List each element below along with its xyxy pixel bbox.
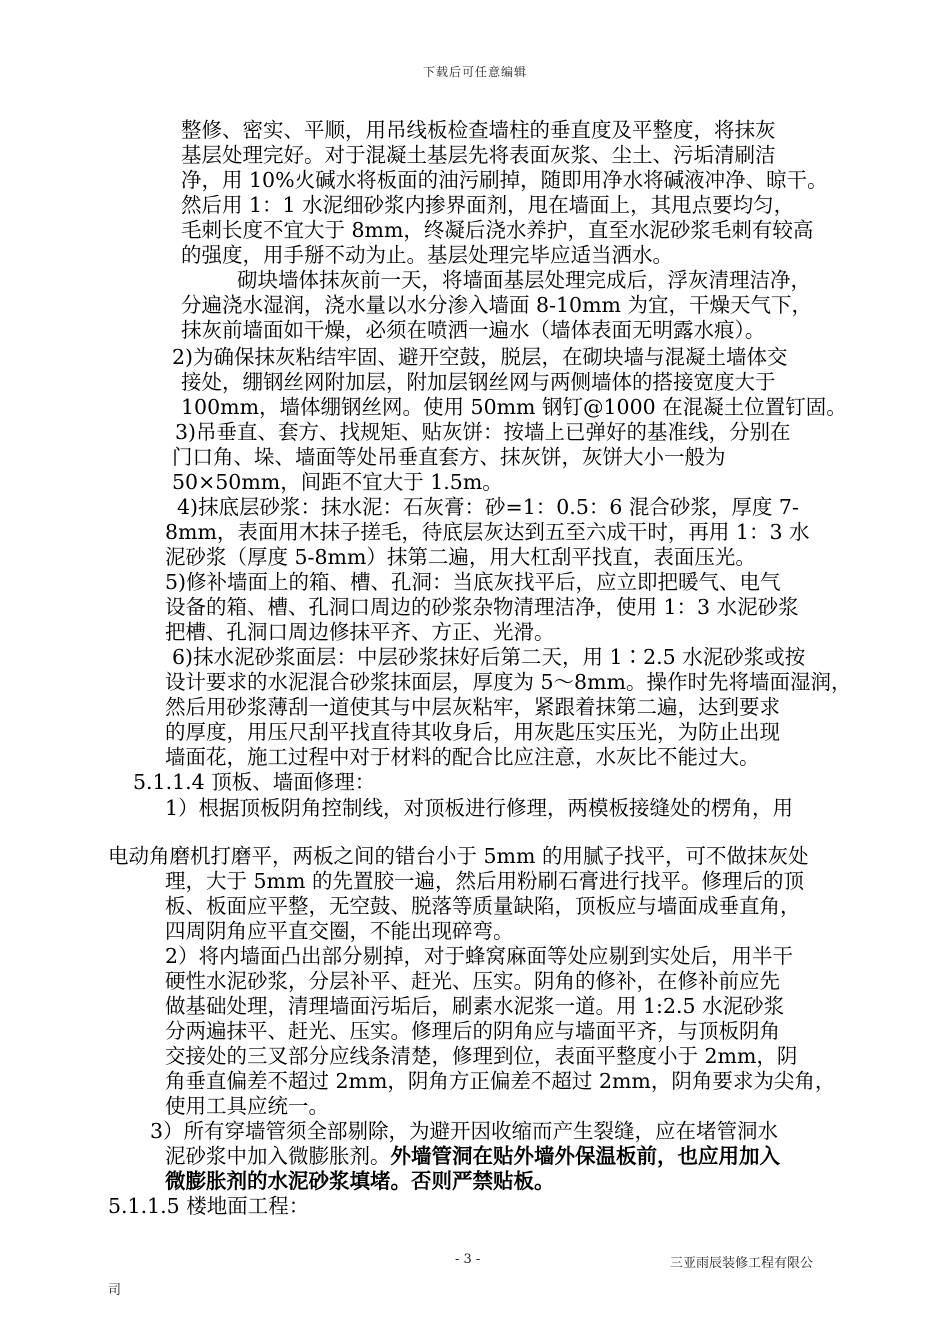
body-line: 泥砂浆（厚度 5-8mm）抹第二遍，用大杠刮平找直，表面压光。 bbox=[165, 545, 756, 569]
body-line: 分两遍抹平、赶光、压实。修理后的阴角应与墙面平齐，与顶板阴角 bbox=[165, 1019, 780, 1043]
body-line: 100mm，墙体绷钢丝网。使用 50mm 钢钉@1000 在混凝土位置钉固。 bbox=[181, 395, 847, 419]
body-line: 然后用 1：1 水泥细砂浆内掺界面剂，甩在墙面上，其甩点要均匀， bbox=[181, 193, 795, 217]
body-line: 抹灰前墙面如干燥，必须在喷洒一遍水（墙体表面无明露水痕）。 bbox=[181, 318, 766, 342]
body-line: 然后用砂浆薄刮一道使其与中层灰粘牢，紧跟着抹第二遍，达到要求 bbox=[165, 695, 780, 719]
body-line: 1）根据顶板阴角控制线，对顶板进行修理，两模板接缝处的楞角，用 bbox=[165, 796, 794, 820]
body-line-normal-part: 泥砂浆中加入微膨胀剂。 bbox=[165, 1144, 391, 1168]
body-line: 净，用 10%火碱水将板面的油污刷掉，随即用净水将碱液冲净、晾干。 bbox=[181, 168, 828, 192]
body-line: 接处，绷钢丝网附加层，附加层钢丝网与两侧墙体的搭接宽度大于 bbox=[181, 370, 776, 394]
bold-emphasis-line: 微膨胀剂的水泥砂浆填堵。否则严禁贴板。 bbox=[165, 1169, 555, 1193]
body-line: 理，大于 5mm 的先置胶一遍，然后用粉刷石膏进行找平。修理后的顶 bbox=[165, 869, 804, 893]
body-line: 砌块墙体抹灰前一天，将墙面基层处理完成后，浮灰清理洁净， bbox=[237, 268, 811, 292]
company-name-wrap: 司 bbox=[108, 1283, 122, 1298]
body-line: 5)修补墙面上的箱、槽、孔洞：当底灰找平后，应立即把暖气、电气 bbox=[165, 570, 781, 594]
body-line: 6)抹水泥砂浆面层：中层砂浆抹好后第二天，用 1∶2.5 水泥砂浆或按 bbox=[172, 645, 806, 669]
body-line: 3)吊垂直、套方、找规矩、贴灰饼：按墙上已弹好的基准线，分别在 bbox=[175, 420, 791, 444]
body-line: 墙面花，施工过程中对于材料的配合比应注意，水灰比不能过大。 bbox=[165, 745, 760, 769]
company-name: 三亚雨辰装修工程有限公 bbox=[670, 1256, 814, 1271]
body-line: 硬性水泥砂浆，分层补平、赶光、压实。阴角的修补，在修补前应先 bbox=[165, 969, 780, 993]
body-line: 电动角磨机打磨平，两板之间的错台小于 5mm 的用腻子找平，可不做抹灰处 bbox=[108, 844, 809, 868]
section-heading: 5.1.1.4 顶板、墙面修理： bbox=[133, 770, 376, 794]
body-line: 4)抹底层砂浆：抹水泥：石灰膏：砂=1：0.5：6 混合砂浆，厚度 7- bbox=[177, 495, 799, 519]
section-heading: 5.1.1.5 楼地面工程： bbox=[108, 1194, 310, 1218]
body-line: 50×50mm，间距不宜大于 1.5m。 bbox=[172, 470, 503, 494]
body-line: 把槽、孔洞口周边修抹平齐、方正、光滑。 bbox=[165, 620, 555, 644]
body-line: 2)为确保抹灰粘结牢固、避开空鼓，脱层，在砌块墙与混凝土墙体交 bbox=[172, 345, 788, 369]
body-line: 2）将内墙面凸出部分剔掉，对于蜂窝麻面等处应剔到实处后，用半干 bbox=[165, 944, 794, 968]
body-line: 的厚度，用压尺刮平找直待其收身后，用灰匙压实压光，为防止出现 bbox=[165, 720, 780, 744]
body-line bbox=[165, 1144, 780, 1168]
body-line: 使用工具应统一。 bbox=[165, 1094, 329, 1118]
body-line: 3）所有穿墙管须全部剔除，为避开因收缩而产生裂缝，应在堵管洞水 bbox=[150, 1119, 779, 1143]
page-number: - 3 - bbox=[455, 1252, 481, 1267]
body-line: 交接处的三叉部分应线条清楚，修理到位，表面平整度小于 2mm，阴 bbox=[165, 1044, 798, 1068]
body-line: 角垂直偏差不超过 2mm，阴角方正偏差不超过 2mm，阴角要求为尖角， bbox=[165, 1069, 836, 1093]
body-line: 四周阴角应平直交圈，不能出现碎弯。 bbox=[165, 919, 514, 943]
page-header: 下载后可任意编辑 bbox=[422, 65, 527, 79]
body-line: 的强度，用手掰不动为止。基层处理完毕应适当洒水。 bbox=[181, 243, 673, 267]
body-line: 设备的箱、槽、孔洞口周边的砂浆杂物清理洁净，使用 1：3 水泥砂浆 bbox=[165, 595, 799, 619]
body-line: 整修、密实、平顺，用吊线板检查墙柱的垂直度及平整度，将抹灰 bbox=[181, 118, 776, 142]
body-line: 分遍浇水湿润，浇水量以水分渗入墙面 8-10mm 为宜，干燥天气下， bbox=[181, 293, 812, 317]
bold-emphasis: 外墙管洞在贴外墙外保温板前，也应用加入 bbox=[390, 1144, 780, 1168]
body-line: 8mm，表面用木抹子搓毛，待底层灰达到五至六成干时，再用 1：3 水 bbox=[165, 520, 810, 544]
body-line: 设计要求的水泥混合砂浆抹面层，厚度为 5～8mm。操作时先将墙面湿润， bbox=[165, 670, 852, 694]
body-line: 板、板面应平整，无空鼓、脱落等质量缺陷，顶板应与墙面成垂直角， bbox=[165, 894, 801, 918]
body-line: 毛刺长度不宜大于 8mm，终凝后浇水养护，直至水泥砂浆毛刺有较高 bbox=[181, 218, 814, 242]
body-line: 做基础处理，清理墙面污垢后，刷素水泥浆一道。用 1:2.5 水泥砂浆 bbox=[165, 994, 785, 1018]
body-line: 门口角、垛、墙面等处吊垂直套方、抹灰饼，灰饼大小一般为 bbox=[172, 445, 726, 469]
body-line: 基层处理完好。对于混凝土基层先将表面灰浆、尘土、污垢清刷洁 bbox=[181, 143, 776, 167]
